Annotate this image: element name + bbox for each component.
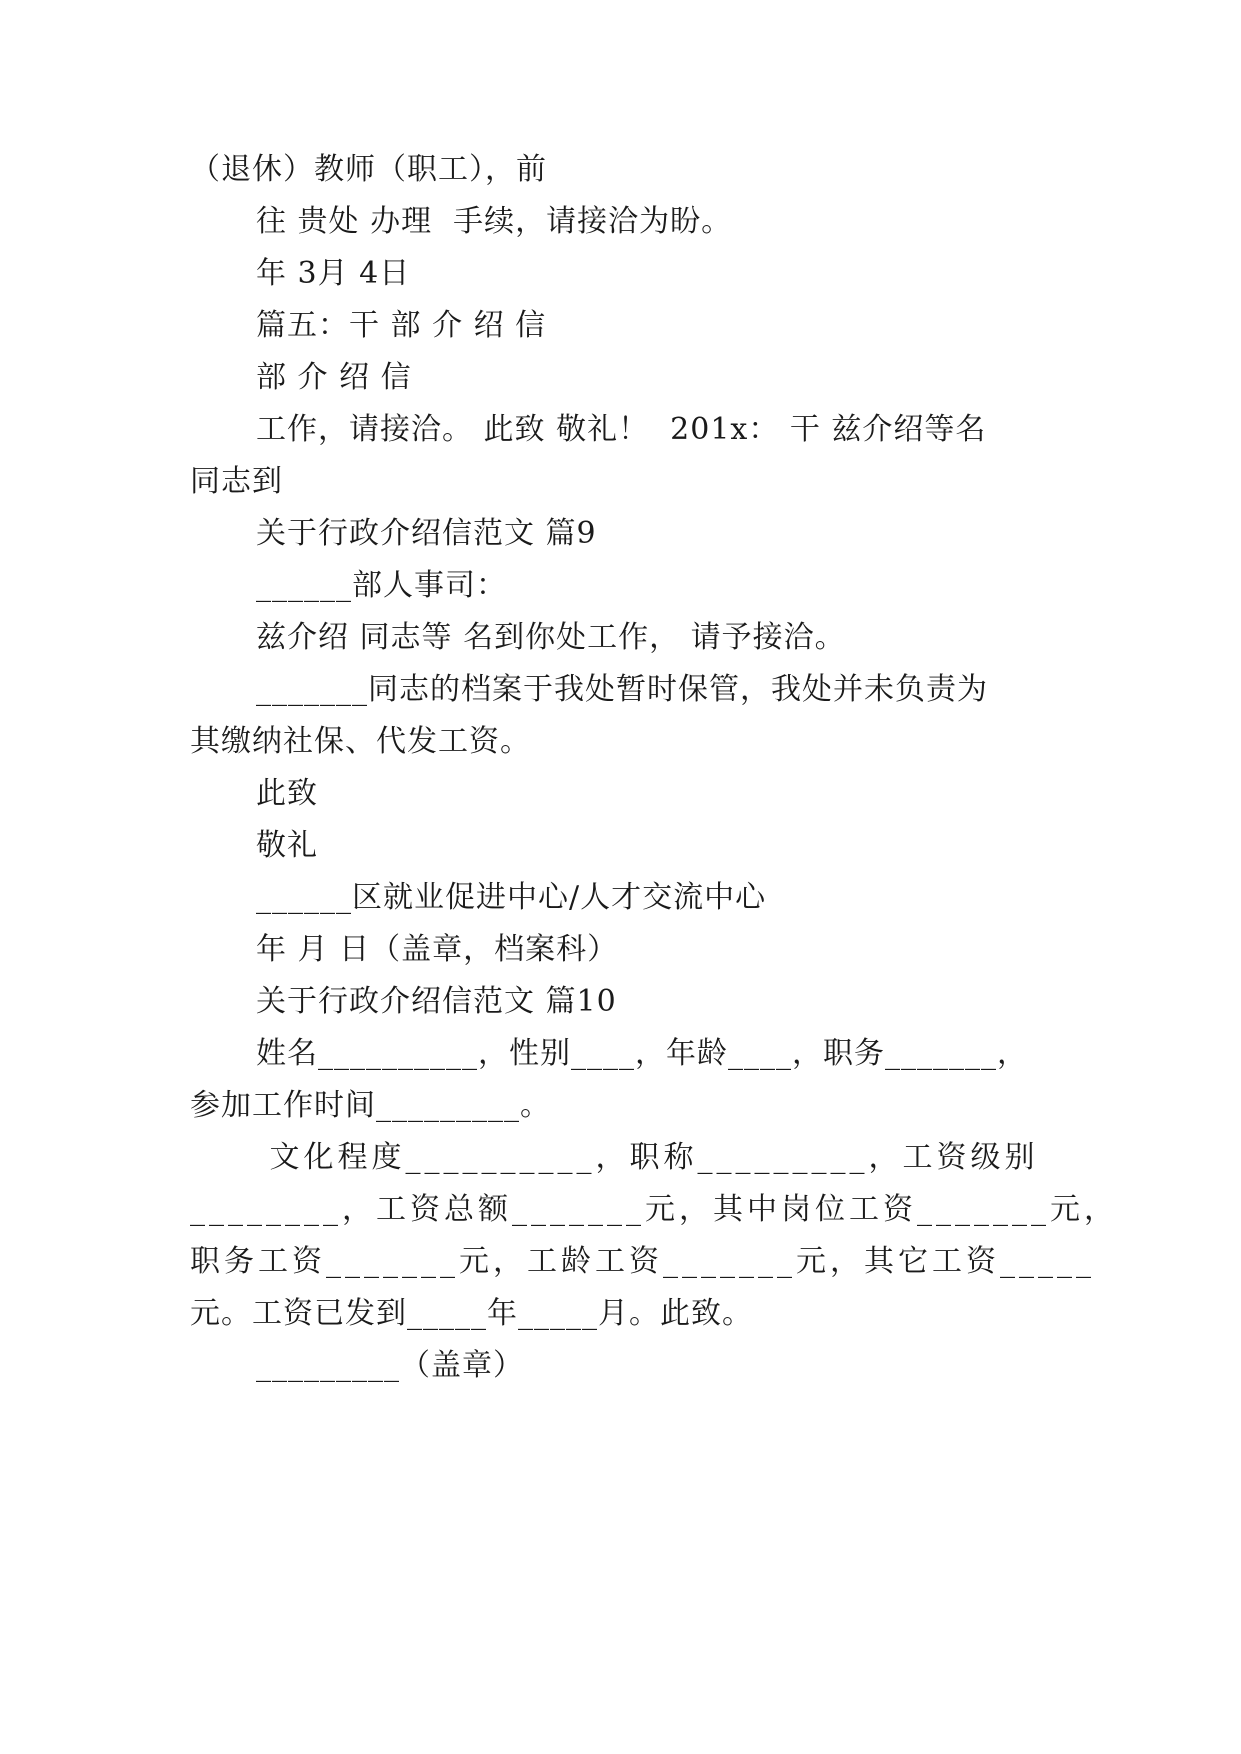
text-line-2: 往 贵处 办理 手续，请接洽为盼。 bbox=[256, 204, 733, 239]
text-line-13: 此致 bbox=[256, 776, 318, 811]
text-line-20: 文化程度__________，职称_________，工资级别 bbox=[256, 1140, 1039, 1175]
text-line-11: _______同志的档案于我处暂时保管，我处并未负责为 bbox=[256, 672, 988, 707]
text-line-6: 工作，请接洽。 此致 敬礼！ 201x： 干 兹介绍等名 bbox=[256, 412, 987, 447]
text-line-14: 敬礼 bbox=[256, 828, 318, 863]
text-line-7: 同志到 bbox=[190, 464, 283, 499]
text-line-1: （退休）教师（职工），前 bbox=[190, 152, 547, 187]
text-line-19: 参加工作时间_________。 bbox=[190, 1088, 551, 1123]
text-line-12: 其缴纳社保、代发工资。 bbox=[190, 724, 531, 759]
text-line-5: 部 介 绍 信 bbox=[256, 360, 412, 395]
text-line-10: 兹介绍 同志等 名到你处工作， 请予接洽。 bbox=[256, 620, 846, 655]
section-heading-9: 关于行政介绍信范文 篇9 bbox=[256, 516, 597, 551]
text-line-23: 元。工资已发到_____年_____月。此致。 bbox=[190, 1296, 753, 1331]
text-line-18: 姓名__________，性别____，年龄____，职务_______， bbox=[256, 1036, 1028, 1071]
text-line-16: 年 月 日（盖章，档案科） bbox=[256, 932, 619, 967]
text-line-24: _________（盖章） bbox=[256, 1348, 524, 1383]
section-heading-10: 关于行政介绍信范文 篇10 bbox=[256, 984, 617, 1019]
text-line-3: 年 3月 4日 bbox=[256, 256, 411, 291]
text-line-22: 职务工资_______元，工龄工资_______元，其它工资_____ bbox=[190, 1244, 1095, 1279]
text-line-9: ______部人事司： bbox=[256, 568, 507, 603]
text-line-15: ______区就业促进中心/人才交流中心 bbox=[256, 880, 767, 915]
text-line-21: ________，工资总额_______元，其中岗位工资_______元， bbox=[190, 1192, 1118, 1227]
text-line-4: 篇五：干 部 介 绍 信 bbox=[256, 308, 547, 343]
